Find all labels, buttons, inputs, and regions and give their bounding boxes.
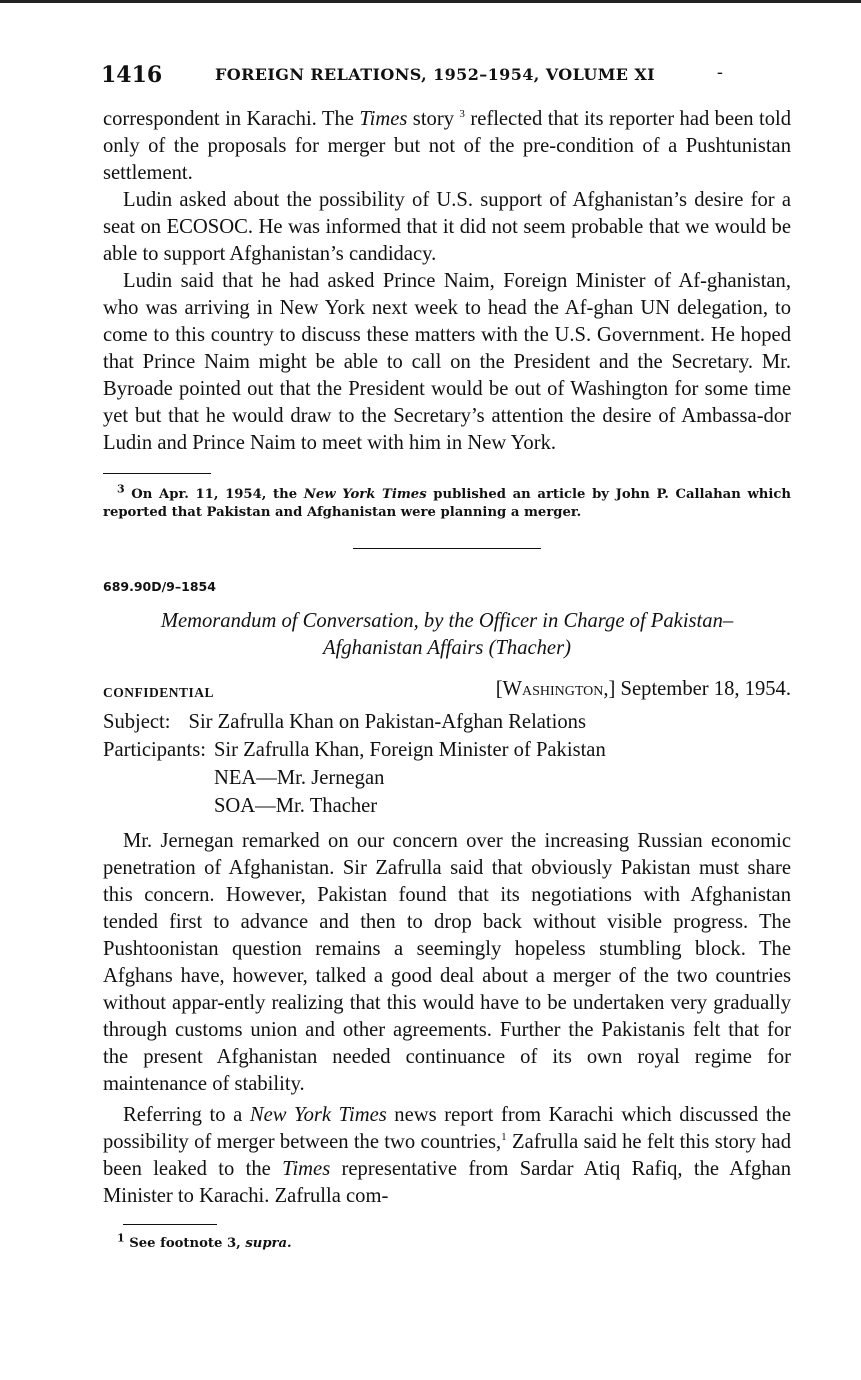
paragraph-prince-naim: Ludin said that he had asked Prince Naim, Foreign Minister of Af-ghanistan, who was arriving in New York next week to head the Af-ghan UN delegation, to come to this country to discuss these matters with the U.S. Government. He hoped that Prince Naim might be able to call on the President and the Secretary. Mr. Byroade pointed out that the President would be out of Washington for some time yet but that he would draw to the Secretary’s attention the desire of Ambassa-dor Ludin and Prince Naim to meet with him in New York. <box>103 270 791 454</box>
footnote-rule <box>103 473 211 474</box>
section-divider <box>353 548 541 549</box>
page-top-border <box>0 0 861 3</box>
paragraph-continuation: correspondent in Karachi. The Times story $^3$ reflected that its reporter had been told only of the proposals for merger but not of the pre-condition of a Pushtunistan settlement. <box>103 108 792 184</box>
footnote-rule <box>123 1224 217 1225</box>
subject-label: Subject: <box>103 711 171 733</box>
footnote-3: $^3$ On Apr. 11, 1954, the New York Times published an article by John P. Callahan which reported that Pakistan and Afghanistan were planning a merger. <box>103 482 792 520</box>
classification-row <box>103 678 791 708</box>
participant: Sir Zafrulla Khan, Foreign Minister of Pakistan <box>213 739 606 761</box>
participants-row <box>103 736 791 820</box>
participant: SOA—Mr. Thacher <box>213 795 378 817</box>
classification: CONFIDENTIAL <box>103 685 215 700</box>
subject-row <box>103 708 791 736</box>
footnote-ref: 3 <box>459 108 465 121</box>
participants-list <box>214 736 606 820</box>
subject-value: Sir Zafrulla Khan on Pakistan-Afghan Relations <box>188 711 586 733</box>
document-id: 689.90D/9–1854 <box>103 579 216 594</box>
memo-metadata <box>103 708 791 820</box>
participant: NEA—Mr. Jernegan <box>213 767 385 789</box>
place-date: [Washington,] September 18, 1954. <box>495 678 791 700</box>
participants-label: Participants: <box>103 739 206 761</box>
footnote-ref: 1 <box>501 1131 507 1144</box>
paragraph-nyt-report: Referring to a New York Times news report from Karachi which discussed the possibility of merger between the two countries,$^1$ Zafrulla said he felt this story had been leaked to the Times representative from Sardar Atiq Rafiq, the Afghan Minister to Karachi. Zafrulla com- <box>103 1104 791 1207</box>
paragraph-russian-penetration: Mr. Jernegan remarked on our concern over the increasing Russian economic penetration of Afghanistan. Sir Zafrulla said that obviously Pakistan must share this concern. However, Pakistan found that its negotiations with Afghanistan tended first to advance and then to drop back without visible progress. The Pushtoonistan question remains a seemingly hopeless stumbling block. The Afghans have, however, talked a good deal about a merger of the two countries without appar-ently realizing that this would have to be undertaken very gradually through customs union and other agreements. Further the Pakistanis felt that for the present Afghanistan needed continuance of its own royal regime for maintenance of stability. <box>103 830 791 1095</box>
document-page <box>103 62 791 1253</box>
stray-mark: - <box>716 62 723 83</box>
memo-title: Memorandum of Conversation, by the Officer in Charge of Pakistan– Afghanistan Affairs (Thacher) <box>160 610 734 659</box>
running-head: FOREIGN RELATIONS, 1952–1954, VOLUME XI <box>215 65 656 84</box>
paragraph-ecosoc: Ludin asked about the possibility of U.S. support of Afghanistan’s desire for a seat on ECOSOC. He was informed that it did not seem probable that we would be able to support Afghanistan’s candidacy. <box>103 189 791 265</box>
page-number: 1416 <box>101 62 163 88</box>
footnote-1: $^1$ See footnote 3, supra. <box>117 1231 292 1251</box>
page-header <box>103 62 791 92</box>
